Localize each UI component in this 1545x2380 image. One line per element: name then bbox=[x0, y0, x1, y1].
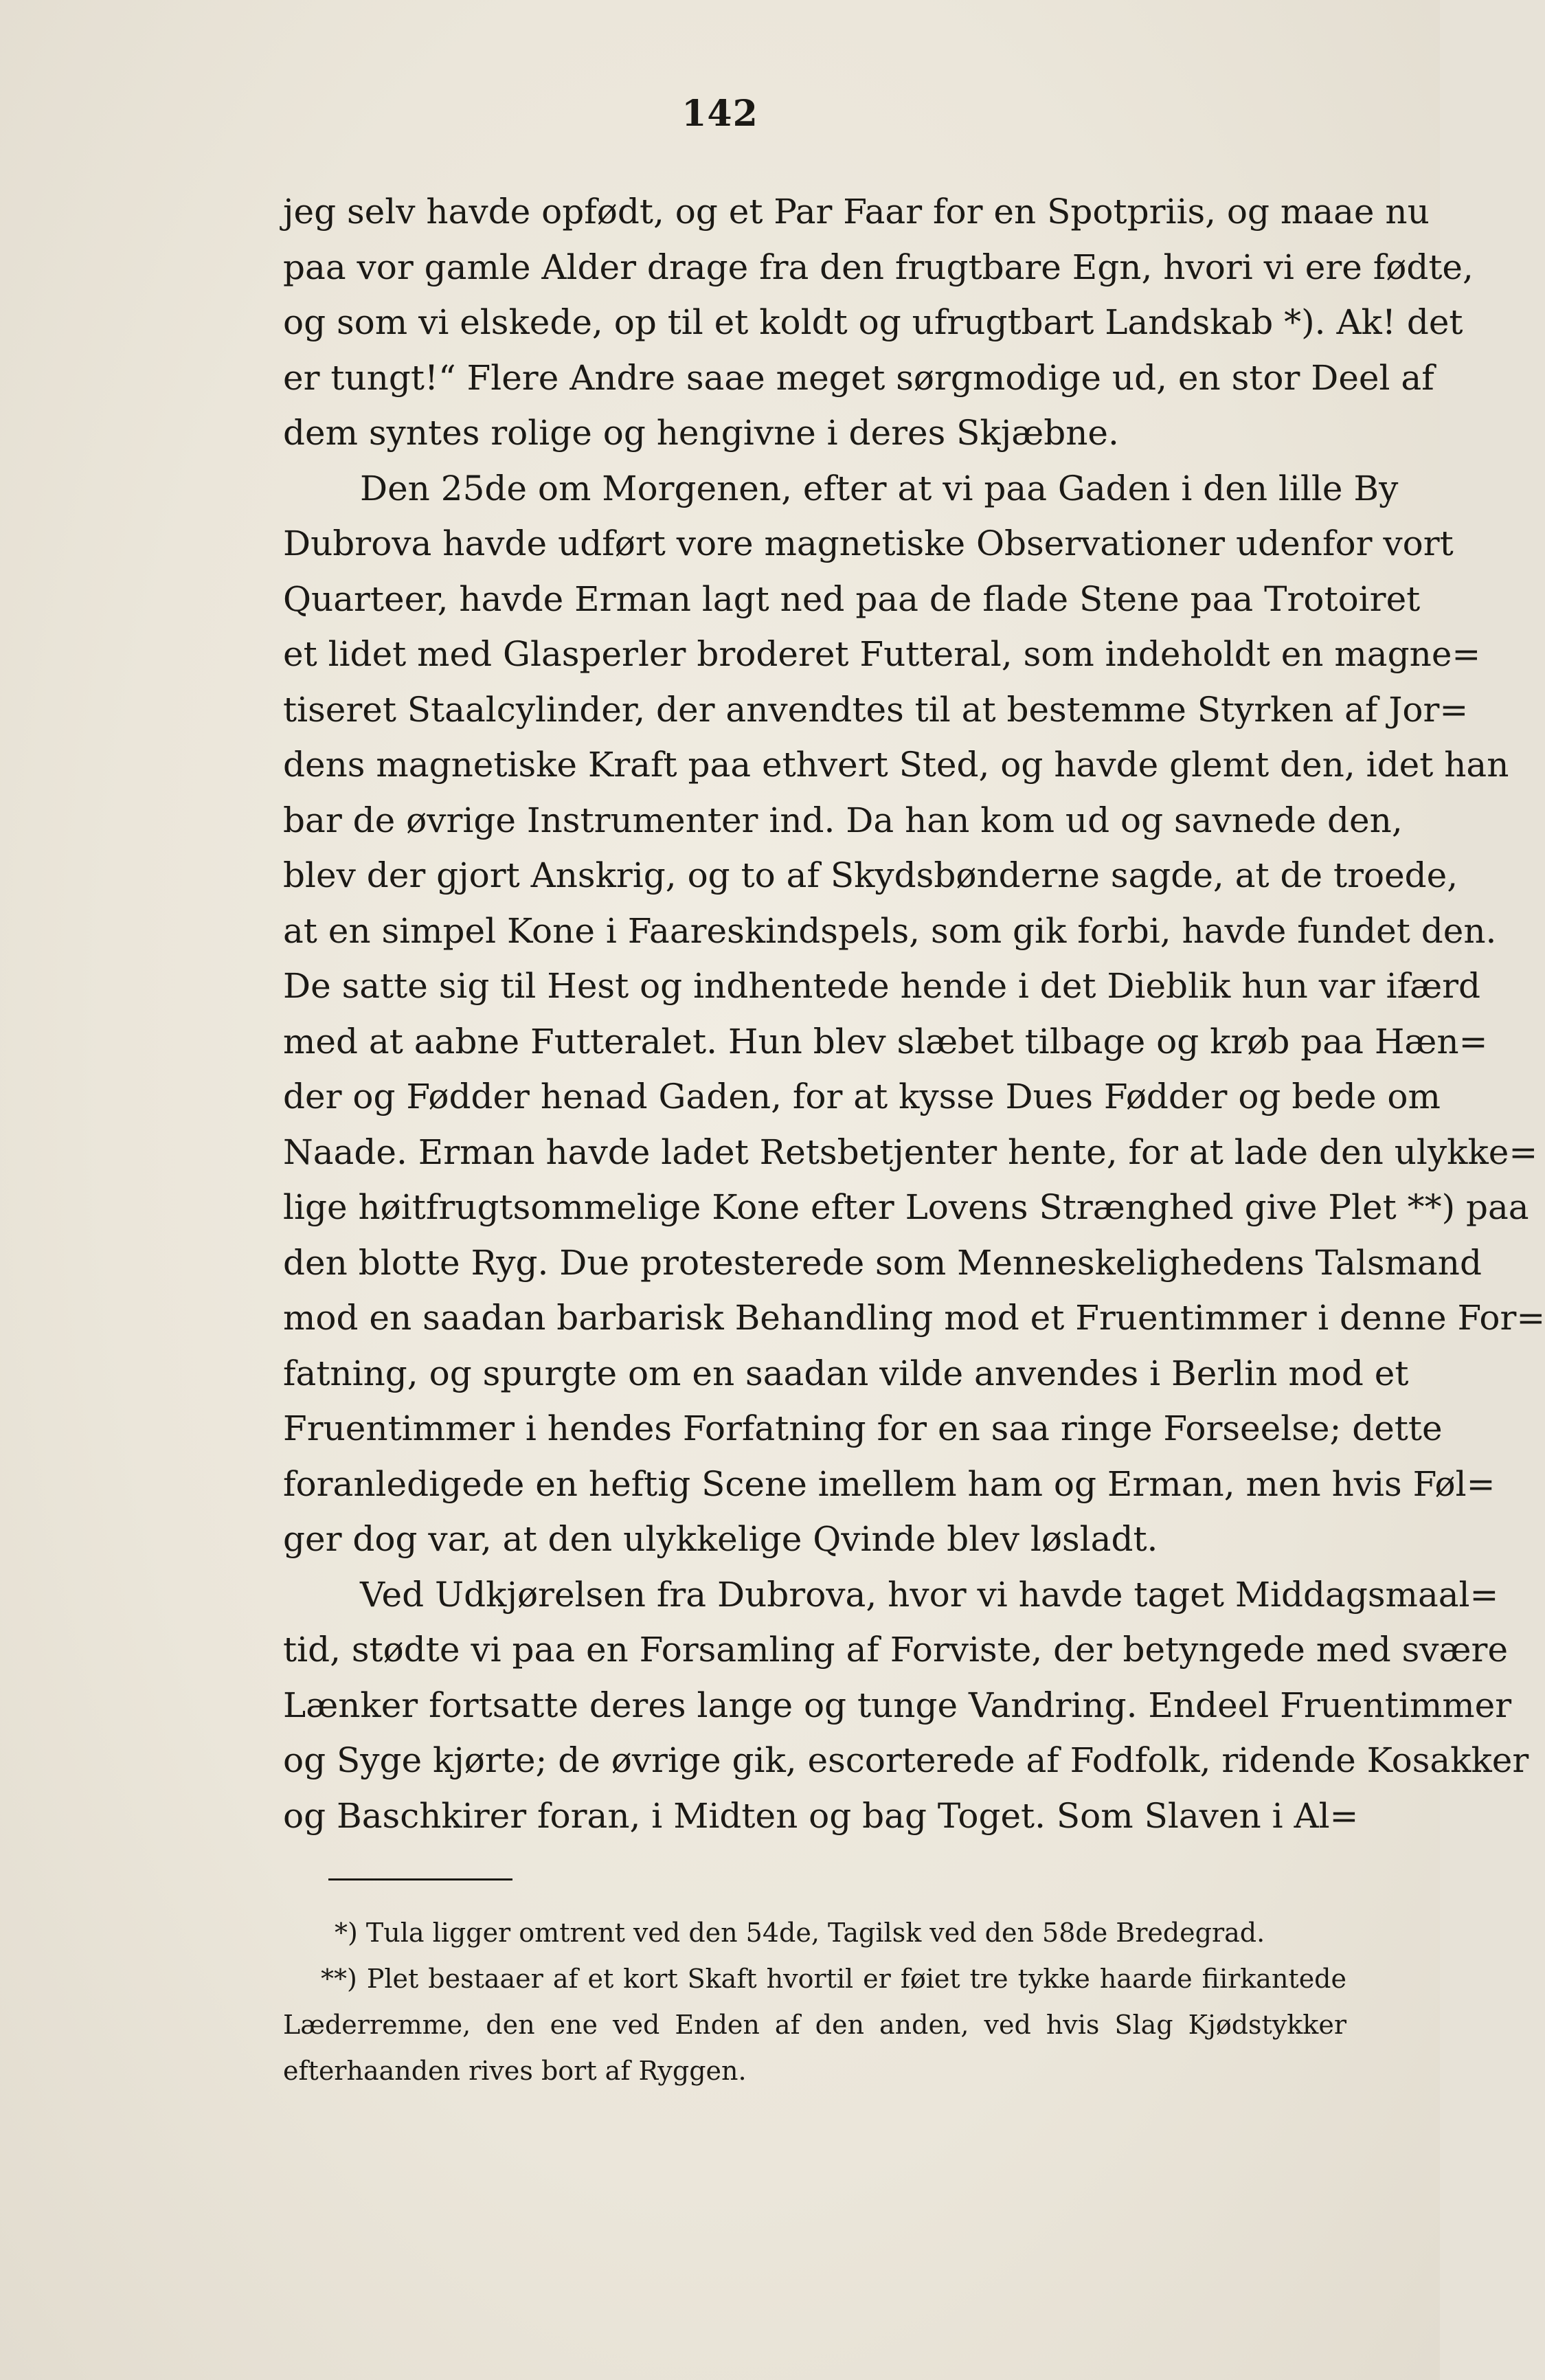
text-line: mod en saadan barbarisk Behandling mod et Fruentimmer i denne For= bbox=[283, 1298, 1545, 1338]
text-line: et lidet med Glasperler broderet Futteral, som indeholdt en magne= bbox=[283, 634, 1481, 674]
text-line: tid, stødte vi paa en Forsamling af Forviste, der betyngede med svære bbox=[283, 1630, 1509, 1670]
body-text bbox=[283, 184, 1545, 1843]
footnote-line: *) Tula ligger omtrent ved den 54de, Tagilsk ved den 58de Bredegrad. bbox=[335, 1918, 1265, 1948]
text-line: der og Fødder henad Gaden, for at kysse Dues Fødder og bede om bbox=[283, 1077, 1441, 1116]
text-line: blev der gjort Anskrig, og to af Skydsbønderne sagde, at de troede, bbox=[283, 855, 1458, 895]
text-line: bar de øvrige Instrumenter ind. Da han kom ud og savnede den, bbox=[283, 800, 1403, 840]
footnote-line: Læderremme, den ene ved Enden af den anden, ved hvis Slag Kjødstykker bbox=[283, 2010, 1346, 2040]
footnote-line: efterhaanden rives bort af Ryggen. bbox=[283, 2056, 747, 2086]
page-number: 142 bbox=[681, 93, 758, 135]
text-line: at en simpel Kone i Faareskindspels, som gik forbi, havde fundet den. bbox=[283, 910, 1497, 951]
text-line: paa vor gamle Alder drage fra den frugtbare Egn, hvori vi ere fødte, bbox=[283, 247, 1474, 287]
text-line: fatning, og spurgte om en saadan vilde anvendes i Berlin mod et bbox=[283, 1353, 1409, 1393]
text-line: jeg selv havde opfødt, og et Par Faar for en Spotpriis, og maae nu bbox=[283, 192, 1430, 232]
text-line: De satte sig til Hest og indhentede hende i det Dieblik hun var ifærd bbox=[283, 966, 1480, 1006]
text-line: Dubrova havde udført vore magnetiske Observationer udenfor vort bbox=[283, 524, 1454, 563]
text-line: Fruentimmer i hendes Forfatning for en saa ringe Forseelse; dette bbox=[283, 1408, 1443, 1448]
text-line: Quarteer, havde Erman lagt ned paa de flade Stene paa Trotoiret bbox=[283, 579, 1421, 619]
text-line: tiseret Staalcylinder, der anvendtes til at bestemme Styrken af Jor= bbox=[283, 689, 1469, 730]
text-line: foranledigede en heftig Scene imellem ham og Erman, men hvis Føl= bbox=[283, 1463, 1496, 1504]
text-line: dens magnetiske Kraft paa ethvert Sted, og havde glemt den, idet han bbox=[283, 745, 1509, 785]
text-line: er tungt!“ Flere Andre saae meget sørgmodige ud, en stor Deel af bbox=[283, 357, 1434, 398]
text-line: Naade. Erman havde ladet Retsbetjenter hente, for at lade den ulykke= bbox=[283, 1132, 1538, 1172]
text-line: og Baschkirer foran, i Midten og bag Toget. Som Slaven i Al= bbox=[283, 1795, 1359, 1836]
text-line: Ved Udkjørelsen fra Dubrova, hvor vi havde taget Middagsmaal= bbox=[360, 1574, 1499, 1615]
text-line: Lænker fortsatte deres lange og tunge Vandring. Endeel Fruentimmer bbox=[283, 1685, 1512, 1725]
text-line: med at aabne Futteralet. Hun blev slæbet tilbage og krøb paa Hæn= bbox=[283, 1021, 1488, 1062]
text-line: dem syntes rolige og hengivne i deres Skjæbne. bbox=[283, 413, 1119, 453]
text-line: den blotte Ryg. Due protesterede som Menneskelighedens Talsmand bbox=[283, 1242, 1482, 1283]
footnotes bbox=[283, 1910, 1346, 2094]
footnote-line: **) Plet bestaaer af et kort Skaft hvortil er føiet tre tykke haarde fiirkantede bbox=[321, 1964, 1346, 1994]
text-line: ger dog var, at den ulykkelige Qvinde blev løsladt. bbox=[283, 1519, 1158, 1559]
text-line: og Syge kjørte; de øvrige gik, escorterede af Fodfolk, ridende Kosakker bbox=[283, 1740, 1529, 1780]
text-line: Den 25de om Morgenen, efter at vi paa Gaden i den lille By bbox=[360, 468, 1399, 508]
text-line: lige høitfrugtsommelige Kone efter Lovens Strænghed give Plet **) paa bbox=[283, 1187, 1529, 1227]
footnote-divider bbox=[328, 1878, 512, 1881]
text-line: og som vi elskede, op til et koldt og ufrugtbart Landskab *). Ak! det bbox=[283, 302, 1463, 342]
